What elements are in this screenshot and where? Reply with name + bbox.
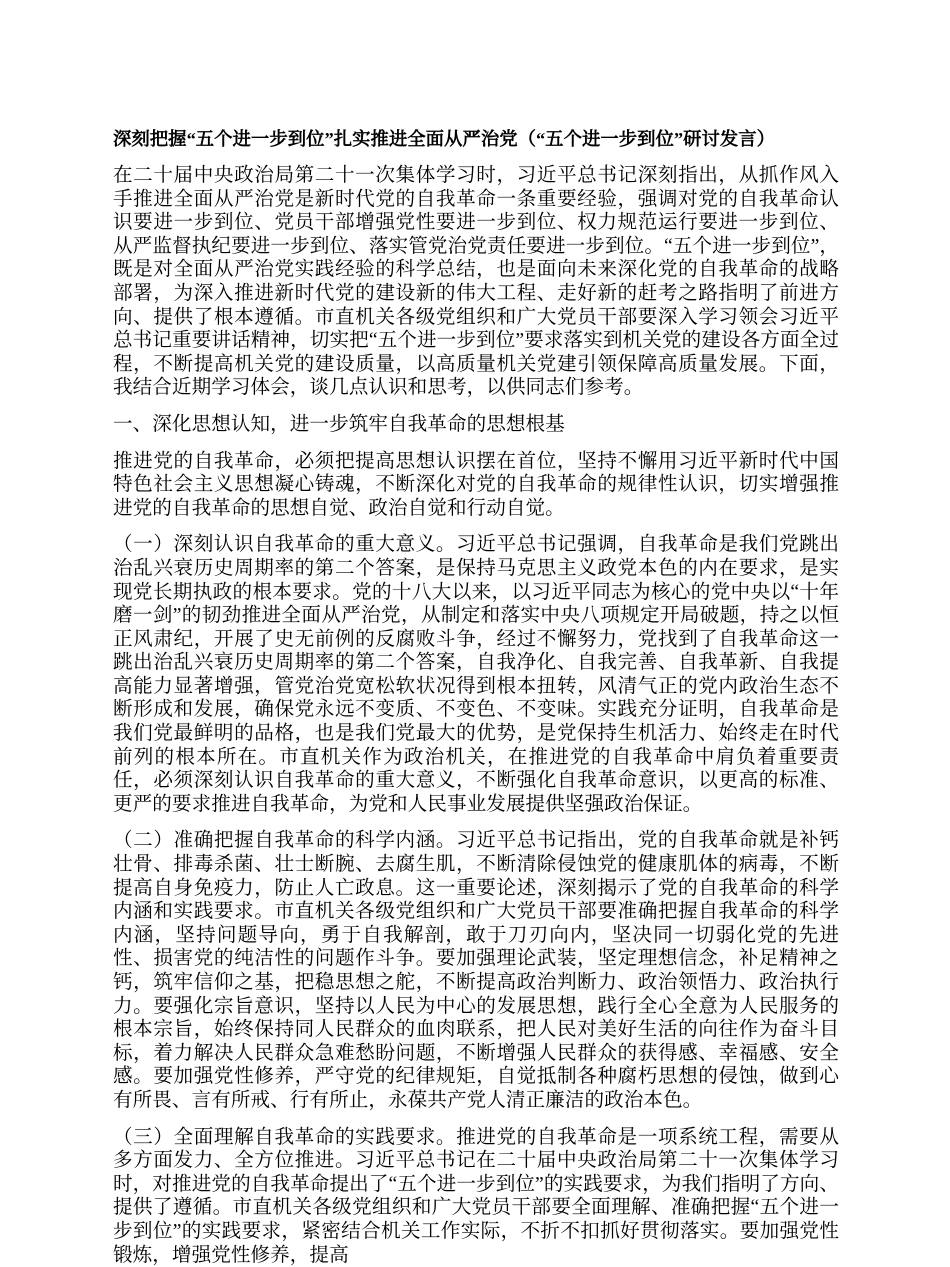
paragraph-intro: 在二十届中央政治局第二十一次集体学习时，习近平总书记深刻指出，从抓作风入手推进全面从严治党是新时代党的自我革命一条重要经验，强调对党的自我革命认识要进一步到位、党员干部增强党性要进一步到位、权力规范运行要进一步到位、从严监督执纪要进一步到位、落实管党治党责任要进一步到位。“五个进一步到位”，既是对全面从严治党实践经验的科学总结，也是面向未来深化党的自我革命的战略部署，为深入推进新时代党的建设新的伟大工程、走好新的赶考之路指明了前进方向、提供了根本遵循。市直机关各级党组织和广大党员干部要深入学习领会习近平总书记重要讲话精神，切实把“五个进一步到位”要求落实到机关党的建设各方面全过程，不断提高机关党的建设质量，以高质量机关党建引领保障高质量发展。下面，我结合近期学习体会，谈几点认识和思考，以供同志们参考。 <box>113 165 839 399</box>
paragraph-section-1-intro: 推进党的自我革命，必须把提高思想认识摆在首位，坚持不懈用习近平新时代中国特色社会主义思想凝心铸魂，不断深化对党的自我革命的规律性认识，切实增强推进党的自我革命的思想自觉、政治自觉和行动自觉。 <box>113 450 839 519</box>
paragraph-section-1-item-1: （一）深刻认识自我革命的重大意义。习近平总书记强调，自我革命是我们党跳出治乱兴衰历史周期率的第二个答案，是保持马克思主义政党本色的内在要求，是实现党长期执政的根本要求。党的十八大以来，以习近平同志为核心的党中央以“十年磨一剑”的韧劲推进全面从严治党，从制定和落实中央八项规定开局破题，持之以恒正风肃纪，开展了史无前例的反腐败斗争，经过不懈努力，党找到了自我革命这一跳出治乱兴衰历史周期率的第二个答案，自我净化、自我完善、自我革新、自我提高能力显著增强，管党治党宽松软状况得到根本扭转，风清气正的党内政治生态不断形成和发展，确保党永远不变质、不变色、不变味。实践充分证明，自我革命是我们党最鲜明的品格，也是我们党最大的优势，是党保持生机活力、始终走在时代前列的根本所在。市直机关作为政治机关，在推进党的自我革命中肩负着重要责任，必须深刻认识自我革命的重大意义，不断强化自我革命意识，以更高的标准、更严的要求推进自我革命，为党和人民事业发展提供坚强政治保证。 <box>113 534 839 815</box>
paragraph-section-1-item-3: （三）全面理解自我革命的实践要求。推进党的自我革命是一项系统工程，需要从多方面发力、全方位推进。习近平总书记在二十届中央政治局第二十一次集体学习时，对推进党的自我革命提出了“五个进一步到位”的实践要求，为我们指明了方向、提供了遵循。市直机关各级党组织和广大党员干部要全面理解、准确把握“五个进一步到位”的实践要求，紧密结合机关工作实际，不折不扣抓好贯彻落实。要加强党性锻炼，增强党性修养，提高 <box>113 1126 839 1266</box>
paragraph-section-1-item-2: （二）准确把握自我革命的科学内涵。习近平总书记指出，党的自我革命就是补钙壮骨、排毒杀菌、壮士断腕、去腐生肌，不断清除侵蚀党的健康肌体的病毒，不断提高自身免疫力，防止人亡政息。这一重要论述，深刻揭示了党的自我革命的科学内涵和实践要求。市直机关各级党组织和广大党员干部要准确把握自我革命的科学内涵，坚持问题导向，勇于自我解剖，敢于刀刃向内，坚决同一切弱化党的先进性、损害党的纯洁性的问题作斗争。要加强理论武装，坚定理想信念，补足精神之钙，筑牢信仰之基，把稳思想之舵，不断提高政治判断力、政治领悟力、政治执行力。要强化宗旨意识，坚持以人民为中心的发展思想，践行全心全意为人民服务的根本宗旨，始终保持同人民群众的血肉联系，把人民对美好生活的向往作为奋斗目标，着力解决人民群众急难愁盼问题，不断增强人民群众的获得感、幸福感、安全感。要加强党性修养，严守党的纪律规矩，自觉抵制各种腐朽思想的侵蚀，做到心有所畏、言有所戒、行有所止，永葆共产党人清正廉洁的政治本色。 <box>113 830 839 1111</box>
document-title: 深刻把握“五个进一步到位”扎实推进全面从严治党（“五个进一步到位”研讨发言） <box>113 129 776 149</box>
section-heading-1: 一、深化思想认知，进一步筑牢自我革命的思想根基 <box>113 413 565 435</box>
document-content <box>113 126 839 1267</box>
